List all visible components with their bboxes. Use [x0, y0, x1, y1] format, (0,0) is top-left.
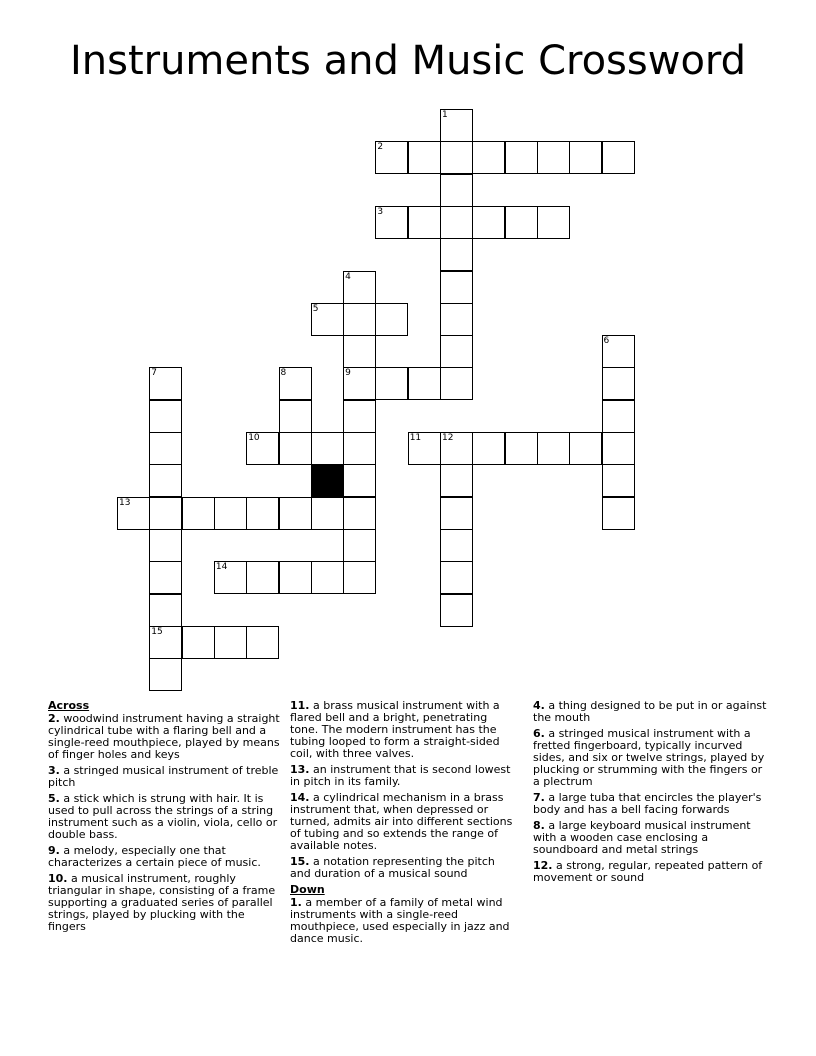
crossword-cell[interactable] — [440, 529, 473, 562]
crossword-cell[interactable] — [149, 400, 182, 433]
across-header: Across — [48, 699, 90, 712]
clue-number: 1 — [442, 110, 448, 120]
crossword-cell[interactable] — [602, 400, 635, 433]
clues-column-1 — [48, 700, 284, 937]
crossword-cell[interactable] — [343, 497, 376, 530]
clue-item: 1. a member of a family of metal wind instruments with a single-reed mouthpiece, used especially in jazz and dance music. — [290, 896, 510, 945]
crossword-cell[interactable] — [440, 497, 473, 530]
crossword-cell[interactable] — [343, 303, 376, 336]
crossword-cell[interactable] — [149, 626, 182, 659]
crossword-cell[interactable] — [440, 109, 473, 142]
crossword-cell[interactable] — [375, 206, 408, 239]
crossword-cell[interactable] — [343, 335, 376, 368]
crossword-cell[interactable] — [440, 594, 473, 627]
crossword-cell[interactable] — [472, 432, 505, 465]
crossword-cell[interactable] — [343, 529, 376, 562]
crossword-cell[interactable] — [246, 561, 279, 594]
crossword-cell[interactable] — [343, 400, 376, 433]
clue-item: 11. a brass musical instrument with a flared bell and a bright, penetrating tone. The modern instrument has the tubing looped to form a straight-sided coil, with three valves. — [290, 699, 500, 760]
crossword-cell[interactable] — [279, 432, 312, 465]
crossword-cell[interactable] — [440, 561, 473, 594]
clue-number-label: 9. — [48, 844, 60, 857]
clue-item: 5. a stick which is strung with hair. It is used to pull across the strings of a string instrument such as a violin, viola, cello or double bass. — [48, 792, 278, 841]
crossword-cell[interactable] — [279, 400, 312, 433]
clue-number-label: 2. — [48, 712, 60, 725]
crossword-cell[interactable] — [149, 594, 182, 627]
clue-number: 13 — [119, 497, 131, 508]
crossword-cell[interactable] — [440, 174, 473, 207]
clue-number: 3 — [377, 206, 384, 217]
crossword-cell[interactable] — [311, 432, 344, 465]
black-square — [311, 464, 344, 497]
crossword-cell[interactable] — [505, 432, 538, 465]
clue-item: 7. a large tuba that encircles the player's body and has a bell facing forwards — [533, 791, 762, 816]
crossword-cell[interactable] — [279, 367, 312, 400]
crossword-cell[interactable] — [440, 464, 473, 497]
crossword-cell[interactable] — [311, 561, 344, 594]
clue-number: 4 — [345, 271, 351, 282]
crossword-cell[interactable] — [602, 367, 635, 400]
clue-number-label: 4. — [533, 699, 545, 712]
clue-number-label: 13. — [290, 763, 310, 776]
crossword-cell[interactable] — [343, 561, 376, 594]
clue-number: 11 — [409, 433, 422, 443]
crossword-cell[interactable] — [569, 141, 602, 174]
clue-item: 8. a large keyboard musical instrument with a wooden case enclosing a soundboard and metal strings — [533, 819, 751, 856]
clue-number-label: 3. — [48, 764, 60, 777]
page-title: Instruments and Music Crossword — [69, 38, 747, 84]
crossword-cell[interactable] — [279, 561, 312, 594]
clues-column-3 — [533, 700, 769, 888]
crossword-cell[interactable] — [440, 206, 473, 239]
clue-number-label: 7. — [533, 791, 545, 804]
across-clue-list-continued — [290, 700, 518, 880]
clue-number-label: 5. — [48, 792, 60, 805]
crossword-cell[interactable] — [375, 303, 408, 336]
crossword-cell[interactable] — [182, 626, 215, 659]
clue-number: 7 — [151, 368, 158, 379]
crossword-cell[interactable] — [214, 561, 247, 594]
crossword-cell[interactable] — [149, 561, 182, 594]
across-clue-list — [48, 713, 284, 933]
crossword-cell[interactable] — [214, 497, 247, 530]
crossword-cell[interactable] — [246, 432, 279, 465]
crossword-cell[interactable] — [149, 497, 182, 530]
crossword-cell[interactable] — [408, 432, 441, 465]
clue-item: 14. a cylindrical mechanism in a brass instrument that, when depressed or turned, admits air into different sections of tubing and so extends the range of available notes. — [290, 791, 513, 852]
clue-number-label: 8. — [533, 819, 545, 832]
crossword-cell[interactable] — [602, 141, 635, 174]
crossword-cell[interactable] — [149, 432, 182, 465]
crossword-cell[interactable] — [472, 141, 505, 174]
clue-item: 12. a strong, regular, repeated pattern of movement or sound — [533, 859, 763, 884]
crossword-cell[interactable] — [440, 141, 473, 174]
crossword-cell[interactable] — [375, 367, 408, 400]
crossword-cell[interactable] — [117, 497, 150, 530]
clue-number: 15 — [151, 626, 163, 637]
crossword-cell[interactable] — [440, 367, 473, 400]
crossword-cell[interactable] — [408, 141, 441, 174]
crossword-cell[interactable] — [182, 497, 215, 530]
clue-number: 5 — [312, 303, 319, 314]
clue-item: 9. a melody, especially one that characterizes a certain piece of music. — [48, 844, 261, 869]
crossword-cell[interactable] — [343, 271, 376, 304]
crossword-cell[interactable] — [311, 497, 344, 530]
crossword-cell[interactable] — [569, 432, 602, 465]
clue-number: 2 — [377, 142, 384, 153]
down-header: Down — [290, 883, 325, 896]
crossword-cell[interactable] — [343, 464, 376, 497]
crossword-cell[interactable] — [602, 497, 635, 530]
crossword-cell[interactable] — [602, 335, 635, 368]
clue-number-label: 12. — [533, 859, 553, 872]
clue-item: 4. a thing designed to be put in or against the mouth — [533, 699, 767, 724]
crossword-cell[interactable] — [537, 432, 570, 465]
crossword-cell[interactable] — [149, 464, 182, 497]
clue-number-label: 6. — [533, 727, 545, 740]
clue-number-label: 11. — [290, 699, 310, 712]
crossword-cell[interactable] — [440, 303, 473, 336]
crossword-cell[interactable] — [343, 367, 376, 400]
crossword-cell[interactable] — [246, 626, 279, 659]
crossword-cell[interactable] — [343, 432, 376, 465]
crossword-cell[interactable] — [602, 464, 635, 497]
crossword-cell[interactable] — [408, 206, 441, 239]
crossword-cell[interactable] — [537, 141, 570, 174]
clue-number-label: 14. — [290, 791, 310, 804]
clue-number-label: 10. — [48, 872, 68, 885]
crossword-cell[interactable] — [149, 529, 182, 562]
crossword-cell[interactable] — [537, 206, 570, 239]
clue-item: 10. a musical instrument, roughly triangular in shape, consisting of a frame supporting a graduated series of parallel strings, played by plucking with the fingers — [48, 872, 276, 933]
clues-column-2 — [290, 700, 518, 949]
crossword-cell[interactable] — [149, 367, 182, 400]
crossword-cell[interactable] — [440, 271, 473, 304]
clue-number: 9 — [345, 368, 351, 379]
clue-item: 2. woodwind instrument having a straight cylindrical tube with a flaring bell and a single-reed mouthpiece, played by means of finger holes and keys — [48, 712, 280, 761]
crossword-cell[interactable] — [440, 335, 473, 368]
crossword-cell[interactable] — [375, 141, 408, 174]
clue-item: 13. an instrument that is second lowest in pitch in its family. — [290, 763, 511, 788]
clue-number-label: 15. — [290, 855, 310, 868]
crossword-cell[interactable] — [279, 497, 312, 530]
crossword-cell[interactable] — [214, 626, 247, 659]
crossword-cell[interactable] — [505, 206, 538, 239]
crossword-cell[interactable] — [472, 206, 505, 239]
crossword-cell[interactable] — [505, 141, 538, 174]
clue-number: 8 — [280, 368, 287, 379]
clue-item: 3. a stringed musical instrument of treble pitch — [48, 764, 279, 789]
crossword-cell[interactable] — [311, 303, 344, 336]
clue-number: 12 — [442, 433, 454, 443]
down-clue-list-continued — [533, 700, 769, 884]
clue-number: 6 — [603, 336, 610, 347]
crossword-cell[interactable] — [602, 432, 635, 465]
crossword-cell[interactable] — [408, 367, 441, 400]
crossword-cell[interactable] — [246, 497, 279, 530]
clue-number-label: 1. — [290, 896, 302, 909]
clue-number: 14 — [215, 562, 228, 573]
down-clue-list — [290, 897, 518, 945]
clue-item: 15. a notation representing the pitch and duration of a musical sound — [290, 855, 495, 880]
clue-item: 6. a stringed musical instrument with a fretted fingerboard, typically incurved sides, and six or twelve strings, played by plucking or strumming with the fingers or a plectrum — [533, 727, 765, 788]
clue-number: 10 — [248, 433, 260, 443]
crossword-cell[interactable] — [149, 658, 182, 691]
crossword-cell[interactable] — [440, 238, 473, 271]
crossword-cell[interactable] — [440, 432, 473, 465]
